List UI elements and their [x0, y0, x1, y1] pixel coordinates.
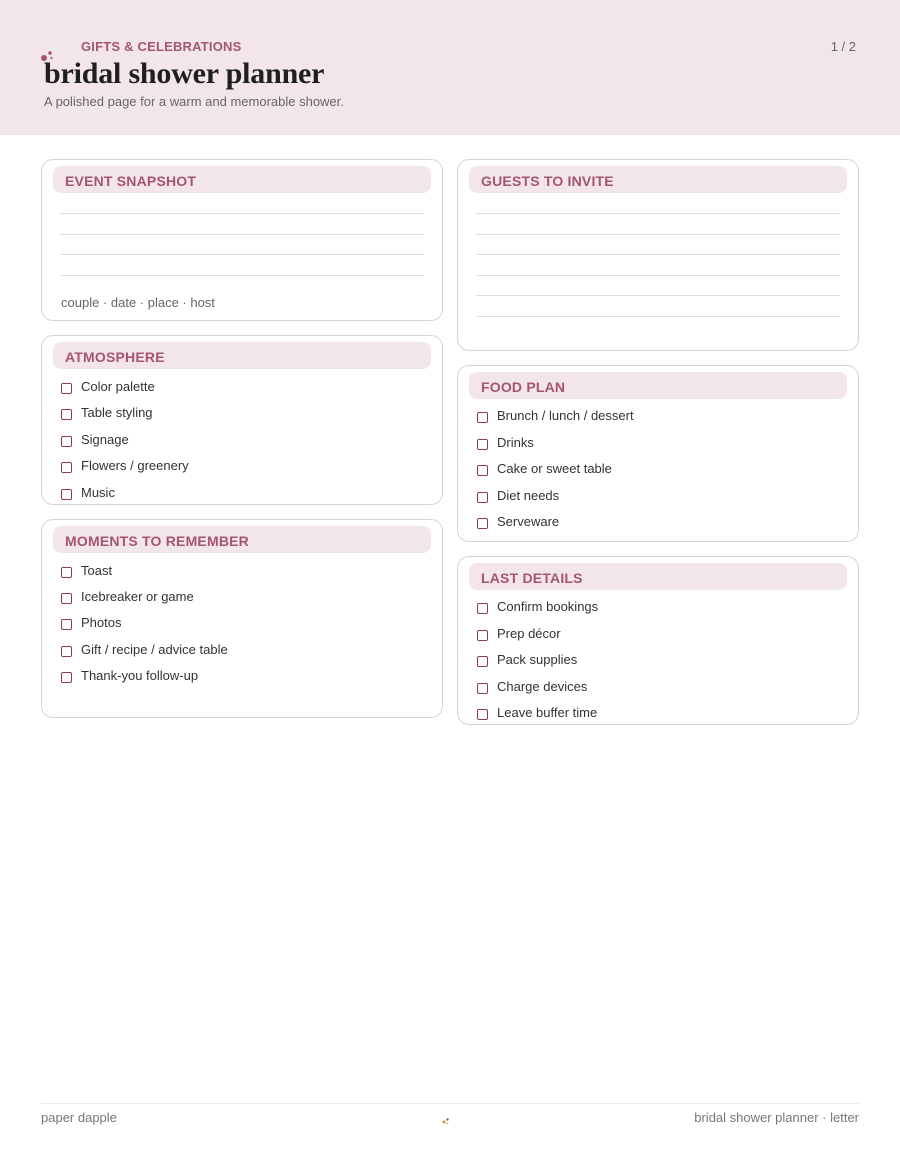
checklist-item-label: Confirm bookings	[497, 599, 599, 614]
moments-title: MOMENTS TO REMEMBER	[65, 533, 249, 549]
checkbox[interactable]	[61, 436, 72, 447]
checkbox[interactable]	[477, 492, 488, 503]
checkbox[interactable]	[477, 465, 488, 476]
guests-title: GUESTS TO INVITE	[481, 173, 614, 189]
card-header	[53, 166, 431, 193]
card-header	[469, 166, 847, 193]
checklist-item-label: Leave buffer time	[497, 705, 598, 720]
sparkle-icon	[441, 1116, 451, 1126]
atmosphere-title: ATMOSPHERE	[65, 349, 165, 365]
checkbox[interactable]	[61, 462, 72, 473]
checkbox[interactable]	[477, 656, 488, 667]
checklist-item-label: Thank-you follow-up	[81, 668, 199, 683]
moments-card	[41, 519, 443, 718]
write-line[interactable]	[476, 295, 840, 296]
page-subtitle: A polished page for a warm and memorable shower.	[44, 94, 344, 109]
checkbox[interactable]	[61, 409, 72, 420]
checkbox[interactable]	[61, 672, 72, 683]
checklist-item-label: Serveware	[497, 514, 560, 529]
card-header	[53, 526, 431, 553]
page-indicator: 1 / 2	[830, 39, 856, 54]
checkbox[interactable]	[61, 593, 72, 604]
checkbox[interactable]	[477, 439, 488, 450]
last-details-title: LAST DETAILS	[481, 570, 583, 586]
checklist-item-label: Charge devices	[497, 679, 588, 694]
last-details-card	[457, 556, 859, 725]
checklist-item-label: Color palette	[81, 379, 155, 394]
checklist-item-label: Cake or sweet table	[497, 461, 612, 476]
checklist-item-label: Toast	[81, 563, 113, 578]
write-line[interactable]	[476, 316, 840, 317]
page-header	[0, 0, 900, 135]
checklist-item-label: Signage	[81, 432, 129, 447]
card-header	[469, 372, 847, 399]
checklist-item-label: Photos	[81, 615, 122, 630]
checklist-item-label: Icebreaker or game	[81, 589, 194, 604]
atmosphere-card	[41, 335, 443, 505]
category-eyebrow: GIFTS & CELEBRATIONS	[81, 39, 242, 54]
write-line[interactable]	[60, 234, 424, 235]
checklist-item-label: Music	[81, 485, 115, 500]
write-line[interactable]	[60, 275, 424, 276]
checkbox[interactable]	[477, 630, 488, 641]
checkbox[interactable]	[61, 619, 72, 630]
checklist-item-label: Table styling	[81, 405, 153, 420]
checklist-item-label: Flowers / greenery	[81, 458, 189, 473]
checkbox[interactable]	[477, 603, 488, 614]
write-line[interactable]	[476, 213, 840, 214]
write-line[interactable]	[476, 234, 840, 235]
footer-brand: paper dapple	[41, 1110, 117, 1125]
write-line[interactable]	[60, 254, 424, 255]
write-line[interactable]	[60, 213, 424, 214]
event-snapshot-card	[41, 159, 443, 321]
guests-card	[457, 159, 859, 351]
checklist-item-label: Brunch / lunch / dessert	[497, 408, 634, 423]
checkbox[interactable]	[61, 383, 72, 394]
checklist-item-label: Pack supplies	[497, 652, 578, 667]
food-plan-title: FOOD PLAN	[481, 379, 566, 395]
write-line[interactable]	[476, 275, 840, 276]
food-plan-card	[457, 365, 859, 542]
checkbox[interactable]	[477, 683, 488, 694]
write-line[interactable]	[476, 254, 840, 255]
footer-doc-info: bridal shower planner · letter	[694, 1110, 859, 1125]
checkbox[interactable]	[61, 567, 72, 578]
checklist-item-label: Prep décor	[497, 626, 561, 641]
event-snapshot-title: EVENT SNAPSHOT	[65, 173, 197, 189]
footer-divider	[41, 1103, 859, 1104]
event-snapshot-hint: couple · date · place · host	[61, 295, 215, 310]
checkbox[interactable]	[61, 646, 72, 657]
checklist-item-label: Diet needs	[497, 488, 560, 503]
checklist-item-label: Drinks	[497, 435, 534, 450]
checklist-item-label: Gift / recipe / advice table	[81, 642, 228, 657]
checkbox[interactable]	[477, 518, 488, 529]
page-title: bridal shower planner	[44, 57, 325, 90]
checkbox[interactable]	[477, 412, 488, 423]
card-header	[469, 563, 847, 590]
checkbox[interactable]	[61, 489, 72, 500]
checkbox[interactable]	[477, 709, 488, 720]
card-header	[53, 342, 431, 369]
